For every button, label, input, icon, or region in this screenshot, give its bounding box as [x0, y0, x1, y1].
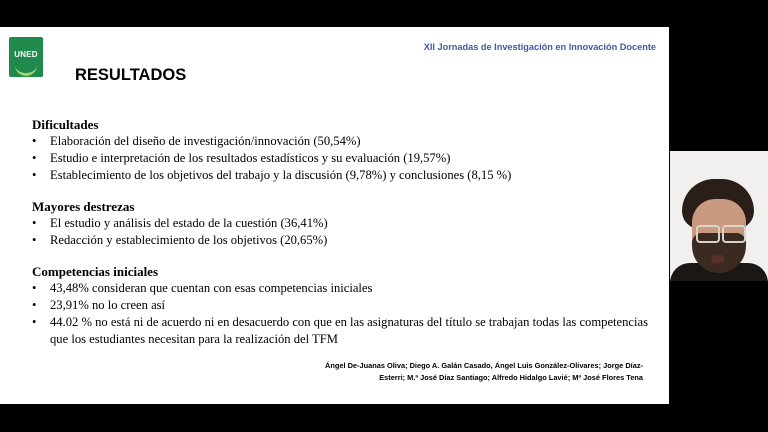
webcam-feed — [670, 151, 768, 281]
bullet-icon: • — [32, 151, 37, 165]
logo-text: UNED — [14, 50, 38, 59]
group-title: Mayores destrezas — [32, 199, 135, 214]
list-item-text: 23,91% no lo creen así — [50, 298, 166, 312]
slide-content — [32, 116, 652, 362]
bullet-icon: • — [32, 134, 37, 148]
bullet-icon: • — [32, 233, 37, 247]
authors-credit — [303, 360, 643, 384]
list-item — [32, 280, 652, 297]
bullet-icon: • — [32, 315, 37, 329]
list-item-text: 44.02 % no está ni de acuerdo ni en desacuerdo con que en las asignaturas del título se trabajan todas las competencias que los estudiantes necesitan para la realización del TFM — [50, 315, 649, 346]
bullet-icon: • — [32, 168, 37, 182]
list-item-text: El estudio y análisis del estado de la cuestión (36,41%) — [50, 216, 328, 230]
slide-title: RESULTADOS — [75, 66, 187, 84]
list-item-text: Elaboración del diseño de investigación/innovación (50,54%) — [50, 134, 361, 148]
bullet-icon: • — [32, 298, 37, 312]
logo-swoosh-icon — [15, 63, 37, 76]
glasses-icon — [722, 225, 746, 243]
uned-logo — [9, 37, 43, 77]
group-competencias-iniciales — [32, 263, 652, 348]
list-item-text: 43,48% consideran que cuentan con esas competencias iniciales — [50, 281, 373, 295]
bullet-icon: • — [32, 281, 37, 295]
list-item — [32, 167, 652, 184]
list-item-text: Estudio e interpretación de los resultados estadísticos y su evaluación (19,57%) — [50, 151, 451, 165]
presenter-mouth — [711, 255, 725, 263]
list-item — [32, 150, 652, 167]
list-item — [32, 314, 652, 348]
bullet-icon: • — [32, 216, 37, 230]
group-dificultades — [32, 116, 652, 184]
authors-line: Ángel De-Juanas Oliva; Diego A. Galán Casado, Ángel Luis González-Olivares; Jorge Díaz- — [324, 361, 643, 370]
group-title: Dificultades — [32, 117, 99, 132]
group-mayores-destrezas — [32, 198, 652, 249]
list-item — [32, 215, 652, 232]
event-title: XII Jornadas de Investigación en Innovación Docente — [423, 42, 656, 52]
list-item-text: Redacción y establecimiento de los objetivos (20,65%) — [50, 233, 328, 247]
authors-line: Esterri; M.ª José Díaz Santiago; Alfredo Hidalgo Lavié; Mª José Flores Tena — [379, 373, 643, 382]
list-item — [32, 232, 652, 249]
group-title: Competencias iniciales — [32, 264, 159, 279]
list-item — [32, 133, 652, 150]
presentation-slide — [0, 27, 669, 404]
list-item — [32, 297, 652, 314]
list-item-text: Establecimiento de los objetivos del trabajo y la discusión (9,78%) y conclusiones (8,15 %) — [50, 168, 512, 182]
glasses-icon — [696, 225, 720, 243]
